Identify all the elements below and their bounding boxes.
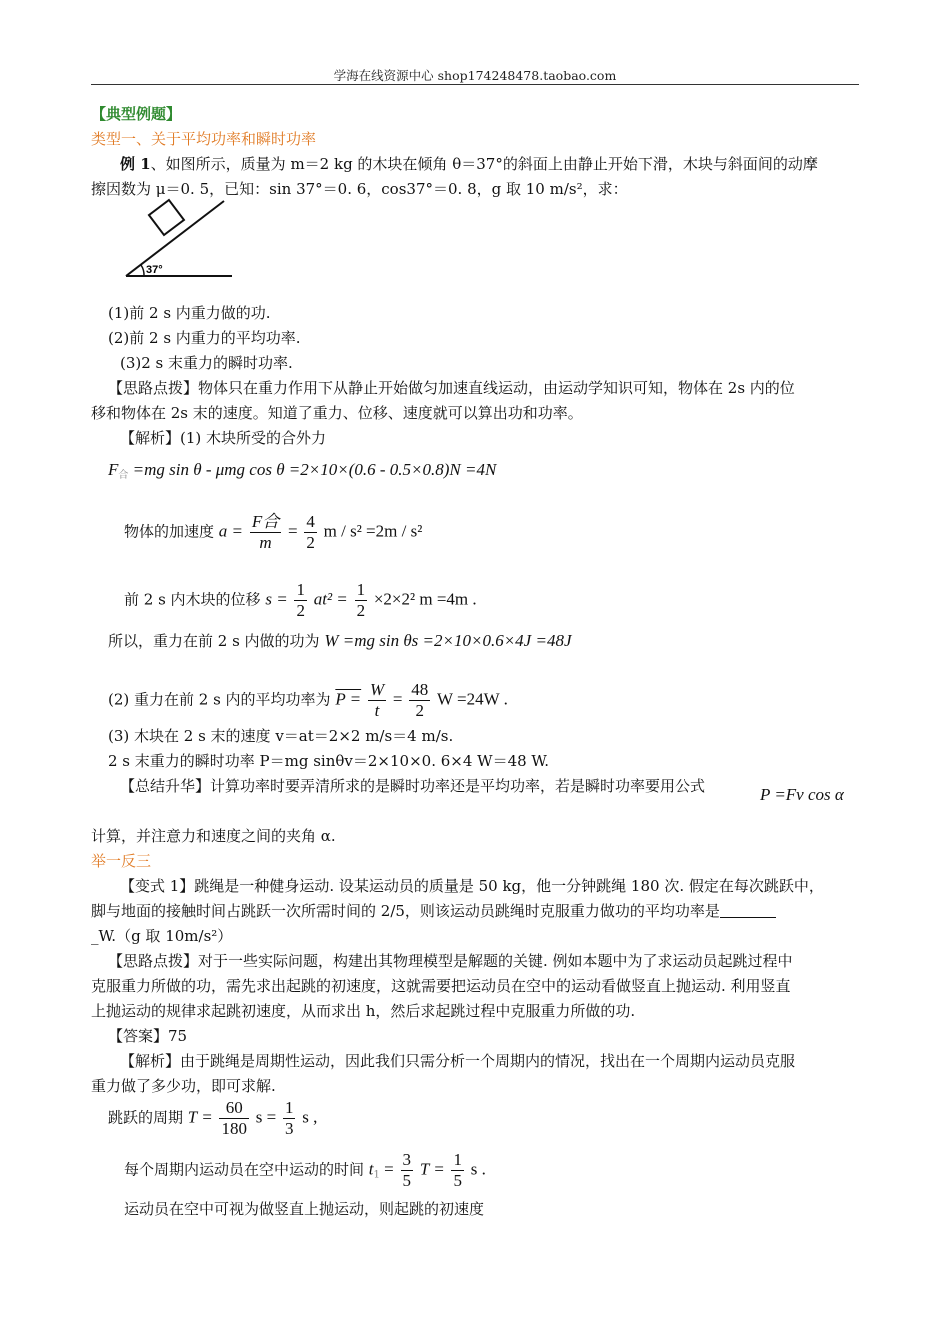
angle-label: 37° <box>146 264 163 276</box>
question-2: (2)前 2 s 内重力的平均功率. <box>108 329 301 347</box>
page-header: 学海在线资源中心 shop174248478.taobao.com <box>333 68 617 83</box>
section-title: 【典型例题】 <box>91 105 182 123</box>
summary-line-1: 【总结升华】计算功率时要弄清所求的是瞬时功率还是平均功率，若是瞬时功率要用公式 <box>120 777 706 795</box>
period-equation: 跳跃的周期 T = $\frac{60}{180}$ s = $\frac{1}{3}$ s , <box>108 1098 318 1138</box>
last-line: 运动员在空中可视为做竖直上抛运动，则起跳的初速度 <box>124 1200 485 1218</box>
acceleration-equation: 物体的加速度 a = $\frac{\text{F合}}{m}$ = $\frac{4}{2}$ m / s² =2m / s² <box>124 512 423 552</box>
hint-2-line-3: 上抛运动的规律求起跳初速度，从而求出 h，然后求起跳过程中克服重力所做的功. <box>91 1002 636 1020</box>
hint-1-line-1: 【思路点拨】物体只在重力作用下从静止开始做匀加速直线运动，由运动学知识可知，物体在 2s 内的位 <box>108 379 795 397</box>
hint-1-line-2: 移和物体在 2s 末的速度。知道了重力、位移、速度就可以算出功和功率。 <box>91 404 583 422</box>
type-title: 类型一、关于平均功率和瞬时功率 <box>91 130 317 148</box>
hint-2-line-2: 克服重力所做的功，需先求出起跳的初速度，这就需要把运动员在空中的运动看做竖直上抛运动. 利用竖直 <box>91 977 791 995</box>
example-text: 、如图所示，质量为 m＝2 kg 的木块在倾角 θ＝37°的斜面上由静止开始下滑，木块与斜面间的动摩 <box>150 155 818 173</box>
air-time-equation: 每个周期内运动员在空中运动的时间 $t_1$ = $\frac{3}{5}$ T = $\frac{1}{5}$ s . <box>124 1150 486 1190</box>
example-1-line-2: 擦因数为 μ＝0. 5，已知：sin 37°＝0. 6，cos37°＝0. 8，g 取 10 m/s²，求： <box>91 180 628 198</box>
example-label: 例 1 <box>120 155 151 173</box>
summary-formula: P =Fv cos α <box>760 785 844 804</box>
solution-2-line-1: 【解析】由于跳绳是周期性运动，因此我们只需分析一个周期内的情况，找出在一个周期内运动员克服 <box>120 1052 796 1070</box>
instant-power-line: 2 s 末重力的瞬时功率 P＝mg sinθv＝2×10×0. 6×4 W＝48 W. <box>108 752 549 770</box>
variant-1-line-2: 脚与地面的接触时间占跳跃一次所需时间的 2/5，则该运动员跳绳时克服重力做功的平均功率是 <box>91 900 776 921</box>
solution-1-intro: 【解析】(1) 木块所受的合外力 <box>120 429 327 447</box>
displacement-equation: 前 2 s 内木块的位移 s = $\frac{1}{2}$ at² = $\frac{1}{2}$ ×2×2² m =4m . <box>124 580 477 620</box>
question-3: (3)2 s 末重力的瞬时功率. <box>120 354 293 372</box>
variant-1-line-1: 【变式 1】跳绳是一种健身运动. 设某运动员的质量是 50 kg，他一分钟跳绳 180 次. 假定在每次跳跃中， <box>120 877 824 895</box>
net-force-equation: $F_合 =mg$ sin θ - μmg cos θ =2×10×(0.6 - 0.5×0.8)N =4N <box>108 460 497 481</box>
practice-title: 举一反三 <box>91 852 152 870</box>
velocity-line: (3) 木块在 2 s 末的速度 v＝at＝2×2 m/s＝4 m/s. <box>108 727 454 745</box>
work-equation: 所以，重力在前 2 s 内做的功为 W =mg sin θs =2×10×0.6×4J =48J <box>108 631 572 650</box>
header-rule <box>91 84 859 85</box>
incline-figure <box>120 196 236 282</box>
solution-2-line-2: 重力做了多少功，即可求解. <box>91 1077 276 1095</box>
variant-1-line-3: _W.（g 取 10m/s²） <box>91 927 233 945</box>
example-1-line-1 <box>120 153 818 174</box>
average-power-equation: (2) 重力在前 2 s 内的平均功率为 P = $\frac{W}{t}$ = $\frac{48}{2}$ W =24W . <box>108 680 508 720</box>
hint-2-line-1: 【思路点拨】对于一些实际问题，构建出其物理模型是解题的关键. 例如本题中为了求运动员起跳过程中 <box>108 952 793 970</box>
answer-line: 【答案】75 <box>108 1027 188 1045</box>
question-1: (1)前 2 s 内重力做的功. <box>108 304 271 322</box>
answer-blank <box>720 903 776 918</box>
summary-line-2: 计算，并注意力和速度之间的夹角 α. <box>91 827 336 845</box>
